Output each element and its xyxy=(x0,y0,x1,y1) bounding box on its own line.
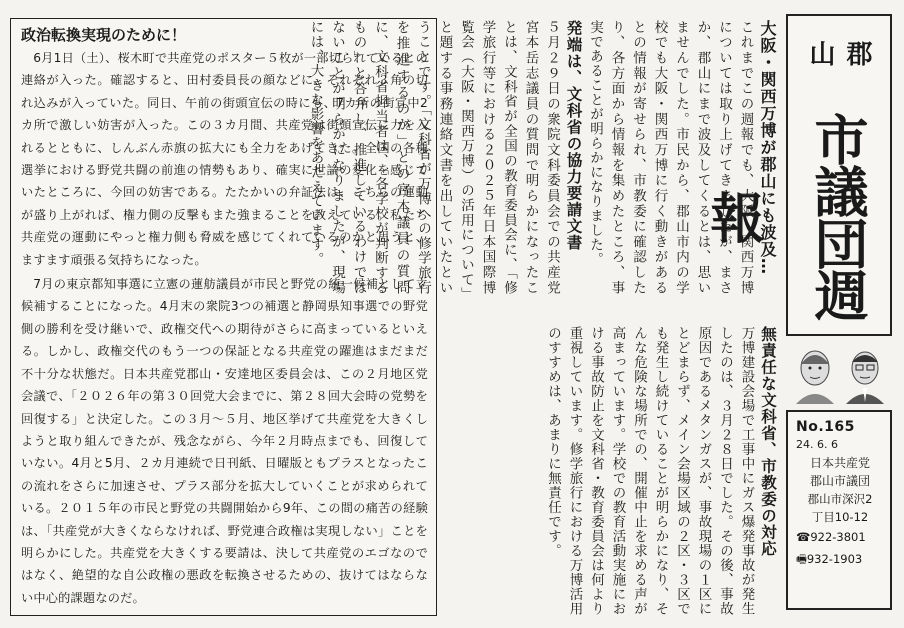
fax: 🖷932-1903 xyxy=(796,552,863,566)
telephone: ☎922-3801 xyxy=(796,530,866,544)
councillor-photo-1 xyxy=(792,344,838,404)
left-article-paragraph-1: 6月1日（土）、桜木町で共産党のポスター５枚が一部切られているとの連絡が入った。確認すると、田村委員長の顔などに、それぞれ３角の切れ込みが入っていた。同日、午前の街頭宣伝の時にも、7カ所の街宣中2カ所で激しい妨害が入った。この３カ月間、共産党は街頭宣伝に力を入れるとともに、しんぶん赤旗の拡大にも全力をあげてきた。全国の各種選挙における野党共闘の前進の情勢もあり、確実に世論の変化を感じていたところに、今回の妨害である。たたかいの弁証法は、こちらの運動が盛り上がれば、権力側の反撃もまた強まることを教えている。私たち共産党の運動にやっと権力側も脅威を感じてくれているのかと思うと、ますます頑張る気持ちになった。 xyxy=(21,51,428,267)
address-line-2: 丁目10-12 xyxy=(811,510,869,524)
issue-date: 24. 6. 6 xyxy=(796,438,838,451)
issue-number: No.165 xyxy=(796,419,855,435)
headline-irresponsible: 無責任な文科省、市教委の対応 xyxy=(759,326,777,557)
middle-body-1: これまでこの週報でも、大阪・関西万博については取り上げてきましたが、まさか、郡山にまで波及してくるとは、思いませんでした。市民から、郡山市内の学校でも大阪・関西万博に行く動きがあるとの情報が寄せられ、市教委に確認したり、各方面から情報を集めたところ、事実であることが明らかになりました。 xyxy=(587,20,754,295)
masthead-city: 郡山 xyxy=(805,40,872,78)
middle-body-2: ５月２９日の衆院文科委員会での共産党宮本岳志議員の質問で明らかになったことは、文科省が全国の教育委員会に、「修学旅行等における２０２５年日本国際博覧会（大阪・関西万博）の活用について」と題する事務連絡文書を出していたということです。「文科省が万博への修学旅行を推進するのか」との宮本議員の質問に、文科省担当者は、「各学校が判断するもの」と答弁し、推進しているわけではないことが明らかになりましたが、現場には、大きな影響をあたえています。 xyxy=(307,20,560,295)
left-article-paragraph-2: 7月の東京都知事選に立憲の蓮舫議員が市民と野党の統一候補として立候補することになった。4月末の衆院3つの補選と静岡県知事選での野党側の勝利を受け継いで、政権交代への期待がさらに高まっているといえる。しかし、政権交代のもう一つの保証となる共産党の躍進はまだまだ不十分な状態だ。日本共産党郡山・安達地区委員会は、この２月地区党会議で、「２０２６年の第３０回党大会までに、第２８回大会時の党勢を回復する」と決定した。この３月〜５月、地区挙げて共産党を大きくしようと取り組んできたが、残念ながら、今年２月時点までも、回復していない。4月と5月、２カ月連続で日刊紙、日曜版ともプラスとなったこの流れをさらに加速させ、プラス部分を拡大していくことが求められている。２０１５年の市民と野党の共闘開始から9年、この間の痛苦の経験は、「共産党が大きくならなければ、野党連合政権は実現しない」ことを明らかにした。共産党を大きくする要請は、決して共産党のエゴなのではなく、絶望的な自公政権の悪政を転換させるための、抜けてはならない中心的課題なのだ。 xyxy=(21,277,428,605)
councillor-photo-2 xyxy=(842,344,888,404)
middle-body-3: 万博建設会場で工事中にガス爆発事故が発生したのは、３月２８日でした。その後、事故原因であるメタンガスが、事故現場の１区にとどまらず、メイン会場区域の２区・３区でも発生し続けていることが明らかになり、そんな危険な場所での、開催中止を求める声が高まっています。学校での教育活動実施における事故防止を文科省・教育委員会は何より重視しています。修学旅行における万博活用のすすめは、あまりに無責任です。 xyxy=(545,326,755,616)
masthead-title: 市議団週報 xyxy=(702,112,870,320)
middle-article xyxy=(307,10,778,618)
address-line-1: 郡山市深沢2 xyxy=(807,492,873,506)
headline-expo: 大阪・関西万博が郡山にも波及… xyxy=(758,20,777,275)
middle-article-bottom xyxy=(443,326,778,616)
councillor-photos xyxy=(790,340,890,406)
org-council-group: 郡山市議団 xyxy=(809,474,870,488)
left-article-title: 政治転換実現のために！ xyxy=(21,26,187,44)
headline-mext-request: 発端は、文科省の協力要請文書 xyxy=(564,20,583,251)
issue-info xyxy=(786,410,892,610)
org-party: 日本共産党 xyxy=(809,456,870,470)
middle-article-top xyxy=(307,20,778,295)
